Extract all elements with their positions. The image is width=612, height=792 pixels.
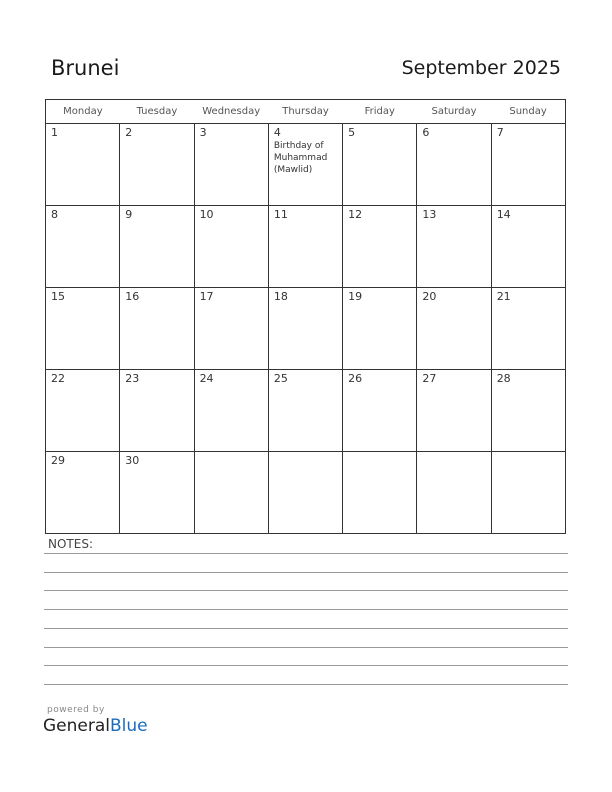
day-number: 17 <box>199 290 214 303</box>
day-cell <box>491 370 565 452</box>
day-number: 1 <box>51 126 58 139</box>
day-cell <box>194 288 268 370</box>
calendar-grid <box>45 99 566 534</box>
day-cell <box>343 370 417 452</box>
day-cell <box>46 206 120 288</box>
day-number: 6 <box>422 126 430 139</box>
day-number: 8 <box>51 208 58 221</box>
day-number: 14 <box>496 208 511 221</box>
day-cell <box>194 370 268 452</box>
day-cell <box>194 124 268 206</box>
day-number: 24 <box>199 372 214 385</box>
day-number: 10 <box>199 208 214 221</box>
day-cell <box>417 206 491 288</box>
week-row <box>46 452 566 534</box>
day-cell <box>120 288 194 370</box>
day-number: 29 <box>51 454 65 467</box>
day-cell <box>268 124 342 206</box>
day-cell <box>343 124 417 206</box>
week-row <box>46 124 566 206</box>
day-cell <box>46 124 120 206</box>
day-cell <box>491 288 565 370</box>
note-line <box>44 572 568 573</box>
powered-by-text: powered by <box>47 705 105 715</box>
day-cell <box>268 206 342 288</box>
note-line <box>44 553 568 554</box>
note-line <box>44 590 568 591</box>
month-title: September 2025 <box>401 57 561 79</box>
day-number: 23 <box>125 372 140 385</box>
day-number: 5 <box>348 126 356 139</box>
day-number: 3 <box>199 126 207 139</box>
day-number: 13 <box>422 208 437 221</box>
day-number: 15 <box>51 290 65 303</box>
weekday-friday: Friday <box>343 100 417 124</box>
note-line <box>44 684 568 685</box>
note-line <box>44 609 568 610</box>
week-row <box>46 288 566 370</box>
day-cell <box>417 288 491 370</box>
day-cell <box>491 206 565 288</box>
day-number: 25 <box>273 372 288 385</box>
generalblue-logo <box>43 716 148 736</box>
weekday-header-row <box>46 100 566 124</box>
day-cell <box>268 370 342 452</box>
day-cell <box>46 288 120 370</box>
day-number: 28 <box>496 372 511 385</box>
day-number: 16 <box>125 290 140 303</box>
day-cell <box>120 452 194 534</box>
day-cell <box>491 452 565 534</box>
week-row <box>46 370 566 452</box>
week-row <box>46 206 566 288</box>
day-cell <box>194 452 268 534</box>
day-number: 26 <box>348 372 363 385</box>
day-number: 21 <box>496 290 511 303</box>
weekday-thursday: Thursday <box>268 100 342 124</box>
weekday-saturday: Saturday <box>417 100 491 124</box>
day-number: 30 <box>125 454 140 467</box>
day-cell <box>120 124 194 206</box>
day-number: 27 <box>422 372 437 385</box>
weekday-monday: Monday <box>46 100 120 124</box>
day-cell <box>417 370 491 452</box>
day-cell <box>417 124 491 206</box>
note-line <box>44 647 568 648</box>
holiday-label: Birthday of Muhammad (Mawlid) <box>273 141 328 175</box>
day-cell <box>268 452 342 534</box>
day-cell <box>46 370 120 452</box>
day-cell <box>194 206 268 288</box>
day-number: 19 <box>348 290 363 303</box>
note-line <box>44 665 568 666</box>
day-cell <box>46 452 120 534</box>
notes-title: NOTES: <box>48 537 93 551</box>
day-number: 2 <box>125 126 133 139</box>
day-number: 22 <box>51 372 65 385</box>
weekday-sunday: Sunday <box>491 100 565 124</box>
day-number: 12 <box>348 208 363 221</box>
weekday-wednesday: Wednesday <box>194 100 268 124</box>
day-cell <box>491 124 565 206</box>
day-cell <box>417 452 491 534</box>
day-number: 11 <box>273 208 288 221</box>
day-number: 18 <box>273 290 288 303</box>
day-cell <box>343 452 417 534</box>
note-line <box>44 628 568 629</box>
brand-general: General <box>43 716 110 736</box>
day-number: 9 <box>125 208 133 221</box>
day-cell <box>120 370 194 452</box>
day-cell <box>120 206 194 288</box>
day-number: 4 <box>273 126 281 139</box>
day-cell <box>268 288 342 370</box>
brand-blue: Blue <box>110 716 148 736</box>
day-number: 7 <box>496 126 504 139</box>
country-title: Brunei <box>51 56 120 80</box>
day-cell <box>343 288 417 370</box>
day-cell <box>343 206 417 288</box>
day-number: 20 <box>422 290 437 303</box>
weekday-tuesday: Tuesday <box>120 100 194 124</box>
